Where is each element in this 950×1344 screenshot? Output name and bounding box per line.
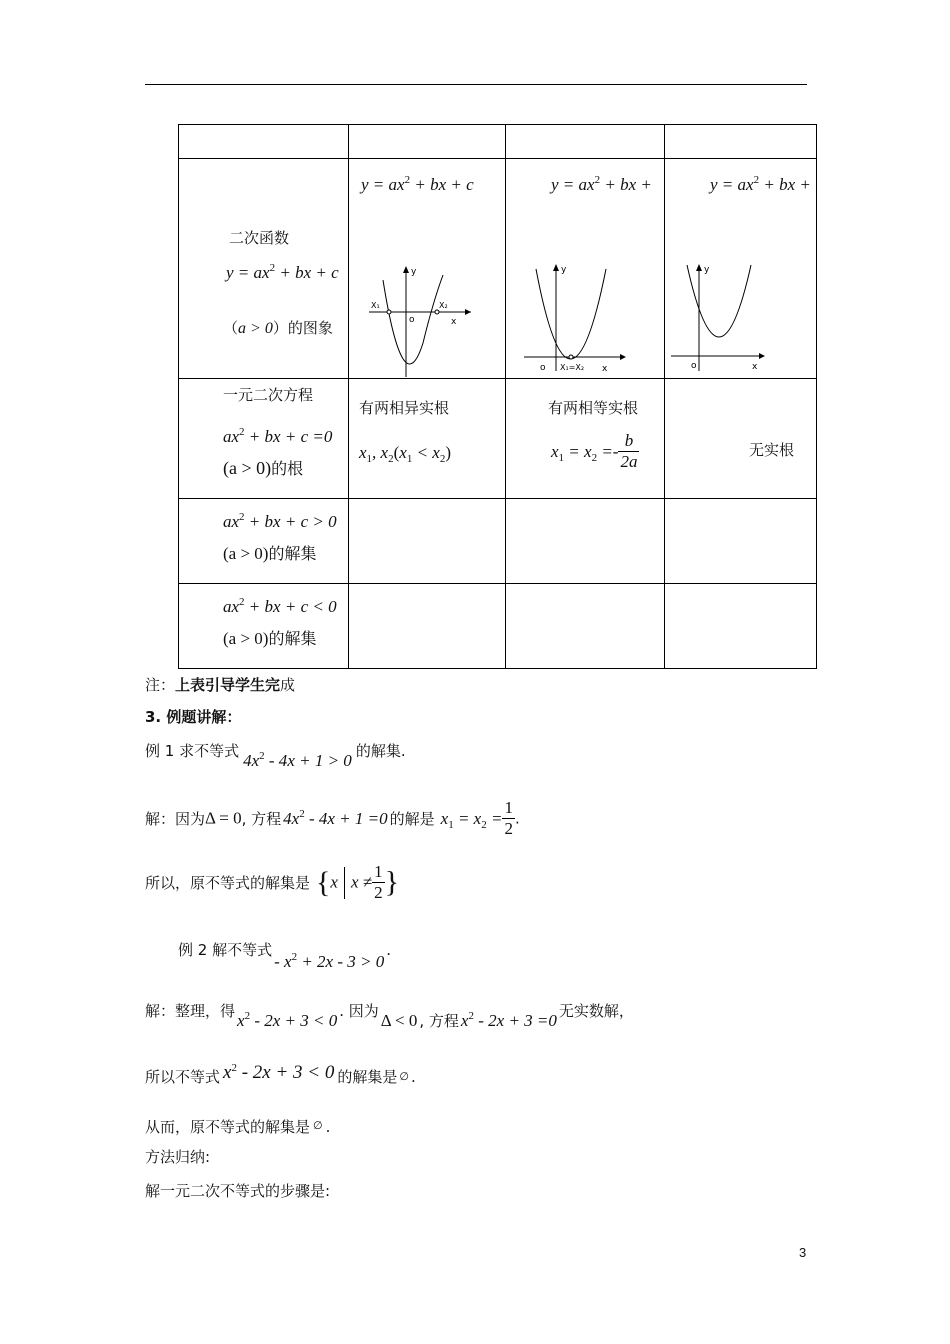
solution-1-prefix: 解：因为 bbox=[145, 810, 206, 828]
col2-formula: $y = ax^2$ + bx + bbox=[551, 174, 652, 194]
no-root-cell bbox=[665, 379, 817, 499]
solution-1-roots: $x_1 = x_2$ = bbox=[440, 808, 503, 831]
table-cell bbox=[506, 499, 665, 584]
equation-condition bbox=[223, 456, 303, 479]
greater-inequality: $ax^2$ + bx + c > 0 bbox=[223, 511, 337, 531]
less-suffix: 的解集 bbox=[268, 629, 317, 648]
solution-2 bbox=[145, 1000, 634, 1030]
parabola-no-root-graph bbox=[669, 259, 779, 377]
x-axis-arrow bbox=[465, 309, 471, 315]
no-root-text: 无实根 bbox=[749, 441, 795, 459]
solution-2-mid2: , 方程 bbox=[419, 1012, 459, 1030]
solution-2-set-prefix: 所以不等式 bbox=[145, 1068, 221, 1086]
greater-label-cell bbox=[179, 499, 349, 584]
two-roots-cell bbox=[349, 379, 506, 499]
solution-1-mid2: 的解是 bbox=[389, 810, 435, 828]
solution-1-delta: Δ = 0 bbox=[205, 808, 242, 828]
graph-cell-two-roots bbox=[349, 159, 506, 379]
x-axis-arrow bbox=[620, 354, 626, 360]
table-cell bbox=[349, 584, 506, 669]
solution-1-equation: $4x^2 - 4x + 1 =0$ bbox=[283, 807, 388, 828]
col3-formula: $y = ax^2$ + bx + bbox=[710, 174, 811, 194]
table-row-less bbox=[179, 584, 817, 669]
solution-1-fraction bbox=[502, 798, 515, 839]
table-note bbox=[145, 674, 295, 695]
fraction-numerator: 1 bbox=[504, 798, 513, 817]
parabola-one-root-graph bbox=[520, 259, 630, 377]
method-heading: 方法归纳: bbox=[145, 1148, 211, 1166]
fraction-numerator: b bbox=[624, 431, 634, 450]
x-label: x bbox=[752, 362, 758, 372]
table-cell bbox=[179, 125, 349, 159]
graph-cell-one-root bbox=[506, 159, 665, 379]
solution-1-end: . bbox=[514, 809, 520, 828]
x-label: x bbox=[602, 364, 608, 374]
function-condition bbox=[223, 317, 333, 338]
note-prefix: 注： bbox=[145, 676, 176, 694]
set-condition: x ≠ bbox=[350, 872, 373, 892]
table-row-greater bbox=[179, 499, 817, 584]
solution-2-delta: Δ < 0 bbox=[380, 1011, 418, 1030]
solution-2-set-end: . bbox=[410, 1068, 416, 1086]
y-axis-arrow bbox=[553, 264, 559, 271]
example-2-label: 例 2 解不等式 bbox=[178, 941, 273, 959]
steps-heading: 解一元二次不等式的步骤是: bbox=[145, 1182, 331, 1200]
less-label-cell bbox=[179, 584, 349, 669]
set-fraction bbox=[372, 862, 385, 903]
solution-1-mid: , 方程 bbox=[241, 810, 282, 828]
condition-suffix: ）的图象 bbox=[272, 319, 333, 337]
y-label: y bbox=[704, 265, 710, 275]
conclusion-empty-set: ∅ bbox=[313, 1119, 323, 1132]
solution-2-inequality: $x^2 - 2x + 3 < 0$ bbox=[237, 1010, 338, 1030]
function-title: 二次函数 bbox=[229, 229, 290, 247]
x1-label: X₁ bbox=[371, 301, 380, 310]
parabola-curve bbox=[536, 269, 606, 359]
table-cell bbox=[349, 125, 506, 159]
double-root-point bbox=[569, 355, 573, 359]
y-label: y bbox=[411, 267, 417, 277]
example-1-inequality: $4x^2 - 4x + 1 > 0$ bbox=[243, 750, 352, 770]
equation-suffix: 的根 bbox=[271, 459, 304, 478]
fraction-denominator: 2a bbox=[620, 452, 638, 471]
solution-2-set-inequality: $x^2 - 2x + 3 < 0$ bbox=[223, 1062, 335, 1083]
example-2 bbox=[178, 939, 392, 971]
note-bold: 上表引导学生完 bbox=[175, 676, 281, 694]
set-variable: x bbox=[330, 872, 338, 892]
equation-formula: $ax^2$ + bx + c =0 bbox=[223, 426, 333, 446]
table-cell bbox=[506, 125, 665, 159]
origin-label: o bbox=[409, 315, 415, 325]
solution-2-equation: $x^2 - 2x + 3 =0$ bbox=[460, 1010, 557, 1030]
table-row-equation bbox=[179, 379, 817, 499]
table-cell bbox=[665, 499, 817, 584]
x2-label: X₂ bbox=[439, 301, 448, 310]
condition-math: a > 0 bbox=[238, 320, 273, 337]
y-label: y bbox=[561, 265, 567, 275]
table-row-function bbox=[179, 159, 817, 379]
less-inequality: $ax^2$ + bx + c < 0 bbox=[223, 596, 337, 616]
y-axis-arrow bbox=[696, 264, 702, 271]
conclusion bbox=[145, 1116, 330, 1137]
solution-2-mid: . 因为 bbox=[339, 1002, 379, 1020]
function-formula: $y = ax^2$ + bx + c bbox=[226, 262, 339, 282]
solution-1 bbox=[145, 798, 520, 839]
greater-condition-math: (a > 0) bbox=[223, 544, 269, 563]
quadratic-summary-table bbox=[178, 124, 817, 669]
equation-title: 一元二次方程 bbox=[223, 386, 314, 404]
fraction-numerator: 1 bbox=[374, 862, 383, 881]
condition-prefix: （ bbox=[223, 319, 239, 337]
example-2-inequality: - $x^2 + 2x - 3 > 0$ bbox=[274, 951, 385, 971]
empty-set-symbol: ∅ bbox=[399, 1070, 409, 1083]
table-cell bbox=[665, 125, 817, 159]
parabola-two-roots-graph bbox=[367, 262, 477, 379]
solution-1-conclusion-prefix: 所以，原不等式的解集是 bbox=[145, 874, 311, 892]
table-cell bbox=[506, 584, 665, 669]
y-axis-arrow bbox=[403, 266, 409, 273]
set-right-brace: } bbox=[384, 865, 400, 899]
col1-formula: $y = ax^2$ + bx + c bbox=[361, 174, 474, 194]
x-label: x bbox=[451, 317, 457, 327]
greater-condition bbox=[223, 541, 316, 564]
solution-1-conclusion bbox=[145, 862, 399, 903]
origin-label: o bbox=[691, 361, 697, 371]
double-root-cell bbox=[506, 379, 665, 499]
example-1 bbox=[145, 740, 406, 770]
double-root-fraction bbox=[618, 431, 639, 472]
root-x1-point bbox=[387, 310, 391, 314]
solution-2-set bbox=[145, 1062, 416, 1084]
solution-2-set-tail: 的解集是 bbox=[337, 1068, 398, 1086]
note-tail: 成 bbox=[280, 676, 296, 694]
x1x2-label: X₁=X₂ bbox=[560, 363, 585, 372]
table-cell bbox=[349, 499, 506, 584]
root-x2-point bbox=[435, 310, 439, 314]
origin-label: o bbox=[540, 363, 546, 373]
equation-label-cell bbox=[179, 379, 349, 499]
set-divider bbox=[344, 867, 345, 899]
double-root-text: 有两相等实根 bbox=[548, 399, 639, 417]
x-axis-arrow bbox=[759, 353, 765, 359]
fraction-denominator: 2 bbox=[504, 819, 513, 838]
double-root-math: $x_1 = x_2$ =- $\frac{b}{2a}$ bbox=[551, 431, 638, 471]
page-number: 3 bbox=[799, 1245, 807, 1260]
table-header-row bbox=[179, 125, 817, 159]
conclusion-prefix: 从而，原不等式的解集是 bbox=[145, 1118, 311, 1136]
section-heading: 3. 例题讲解： bbox=[145, 708, 242, 726]
header-rule bbox=[145, 84, 807, 85]
fraction-denominator: 2 bbox=[374, 883, 383, 902]
parabola-curve bbox=[687, 265, 751, 337]
conclusion-end: . bbox=[325, 1118, 331, 1136]
solution-2-tail: 无实数解， bbox=[558, 1002, 634, 1020]
less-condition-math: (a > 0) bbox=[223, 629, 269, 648]
equation-condition-math: (a > 0) bbox=[223, 458, 272, 478]
two-roots-text: 有两相异实根 bbox=[359, 399, 450, 417]
greater-suffix: 的解集 bbox=[268, 544, 317, 563]
example-2-tail: . bbox=[386, 941, 392, 959]
graph-cell-no-root bbox=[665, 159, 817, 379]
example-1-label: 例 1 求不等式 bbox=[145, 742, 240, 760]
set-left-brace: { bbox=[316, 865, 331, 899]
example-1-tail: 的解集. bbox=[355, 742, 406, 760]
table-cell bbox=[665, 584, 817, 669]
less-condition bbox=[223, 626, 316, 649]
function-label-cell bbox=[179, 159, 349, 379]
solution-2-prefix: 解：整理，得 bbox=[145, 1002, 236, 1020]
two-roots-math: $x_1$, $x_2(x_1 < x_2)$ bbox=[359, 443, 452, 465]
